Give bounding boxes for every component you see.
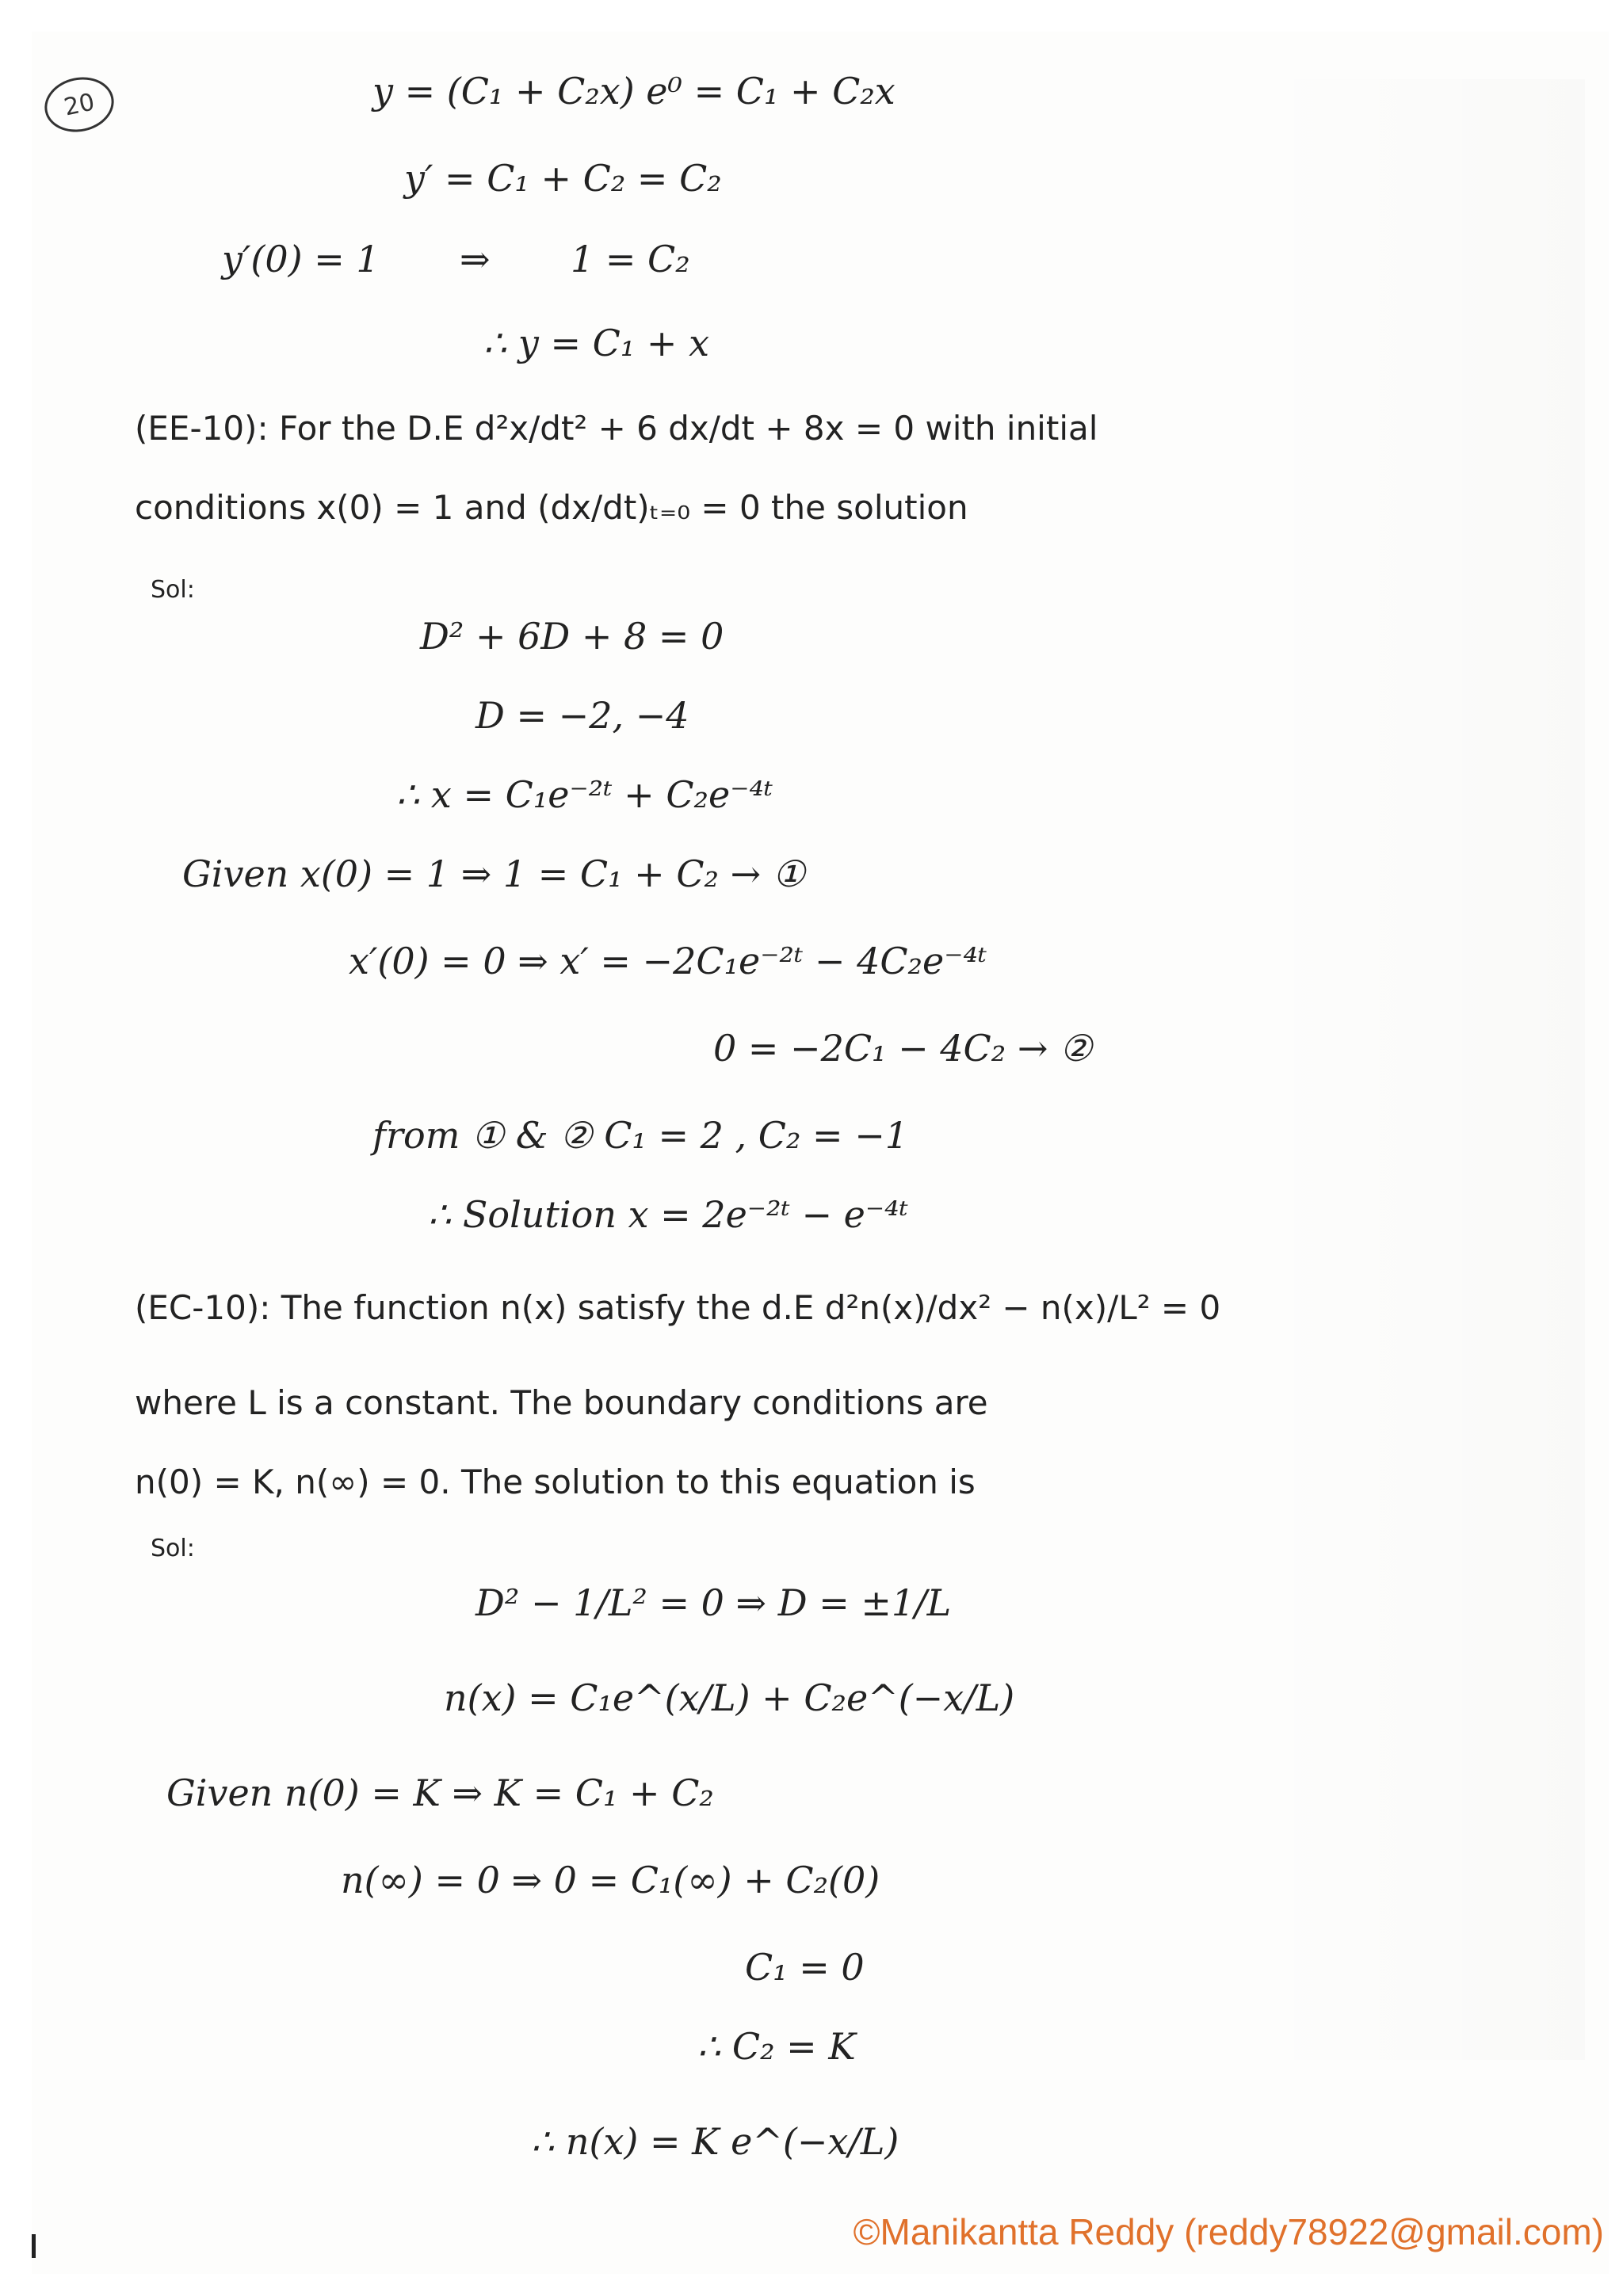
ee10-eq-6: 0 = −2C₁ − 4C₂ → ② (713, 1027, 1093, 1070)
ee10-eq-8: ∴ Solution x = 2e⁻²ᵗ − e⁻⁴ᵗ (428, 1193, 908, 1236)
scan-edge-mark (32, 2234, 36, 2258)
eq-line-3-arrow: ⇒ (460, 238, 491, 280)
ee10-eq-4: Given x(0) = 1 ⇒ 1 = C₁ + C₂ → ① (182, 852, 805, 895)
eq-line-4: ∴ y = C₁ + x (483, 322, 710, 364)
eq-line-3-left: y′(0) = 1 (222, 238, 380, 280)
ec10-eq-1: D² − 1/L² = 0 ⇒ D = ±1/L (475, 1581, 952, 1624)
problem-ec10-text-1: where L is a constant. The boundary conditions are (135, 1383, 988, 1422)
ec10-eq-7: ∴ n(x) = K e^(−x/L) (531, 2120, 899, 2163)
ee10-eq-7: from ① & ② C₁ = 2 , C₂ = −1 (372, 1114, 909, 1157)
ec10-eq-3: Given n(0) = K ⇒ K = C₁ + C₂ (166, 1772, 714, 1814)
ec10-eq-5: C₁ = 0 (745, 1946, 865, 1989)
ec10-eq-2: n(x) = C₁e^(x/L) + C₂e^(−x/L) (444, 1676, 1015, 1719)
ee10-eq-5: x′(0) = 0 ⇒ x′ = −2C₁e⁻²ᵗ − 4C₂e⁻⁴ᵗ (349, 940, 987, 982)
problem-ec10-heading: (EC-10): The function n(x) satisfy the d.E d²n(x)/dx² − n(x)/L² = 0 (135, 1288, 1221, 1327)
copyright-footer: ©Manikantta Reddy (reddy78922@gmail.com) (853, 2211, 1604, 2252)
ee10-eq-2: D = −2, −4 (475, 694, 689, 737)
problem-ee10-conditions: conditions x(0) = 1 and (dx/dt)ₜ₌₀ = 0 the solution (135, 488, 968, 527)
problem-ec10-text-2: n(0) = K, n(∞) = 0. The solution to this equation is (135, 1463, 976, 1501)
eq-line-3-right: 1 = C₂ (571, 238, 690, 280)
problem-ee10-heading: (EE-10): For the D.E d²x/dt² + 6 dx/dt + 8x = 0 with initial (135, 409, 1098, 448)
eq-line-1: y = (C₁ + C₂x) e⁰ = C₁ + C₂x (372, 70, 896, 113)
eq-line-2: y′ = C₁ + C₂ = C₂ (404, 157, 722, 200)
ee10-eq-3: ∴ x = C₁e⁻²ᵗ + C₂e⁻⁴ᵗ (396, 773, 773, 816)
page-number: 20 (61, 87, 97, 122)
ee10-eq-1: D² + 6D + 8 = 0 (420, 615, 724, 658)
sol-label: Sol: (151, 576, 195, 604)
bleed-through-shadow (1252, 79, 1585, 2060)
ec10-eq-6: ∴ C₂ = K (697, 2025, 856, 2068)
notes-page (32, 32, 1609, 2274)
page-number-badge (40, 71, 119, 139)
sol-label-2: Sol: (151, 1535, 195, 1562)
ec10-eq-4: n(∞) = 0 ⇒ 0 = C₁(∞) + C₂(0) (341, 1859, 880, 1901)
